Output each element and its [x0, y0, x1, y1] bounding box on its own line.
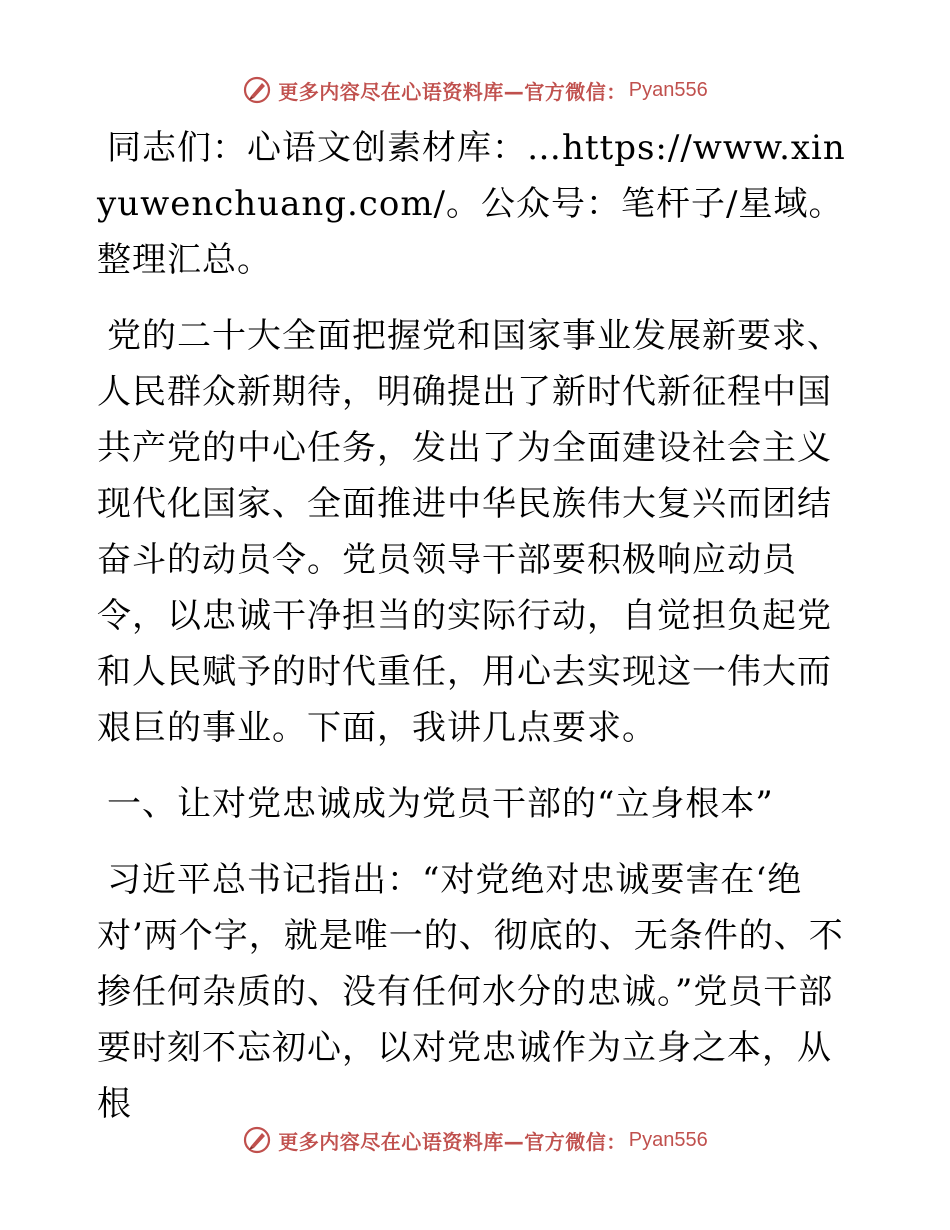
- document-body: [97, 120, 853, 1152]
- pen-logo-icon: [242, 75, 272, 105]
- pen-logo-icon: [242, 1125, 272, 1155]
- watermark-text: 更多内容尽在心语资料库—官方微信：: [278, 79, 627, 104]
- body-paragraph: 党的二十大全面把握党和国家事业发展新要求、人民群众新期待，明确提出了新时代新征程中国共产党的中心任务，发出了为全面建设社会主义现代化国家、全面推进中华民族伟大复兴而团结奋斗的动员令。党员领导干部要积极响应动员令，以忠诚干净担当的实际行动，自觉担负起党和人民赋予的时代重任，用心去实现这一伟大而艰巨的事业。下面，我讲几点要求。: [97, 316, 842, 748]
- section-heading: 一、让对党忠诚成为党员干部的“立身根本”: [107, 784, 774, 824]
- watermark-text: 更多内容尽在心语资料库—官方微信：: [278, 1129, 627, 1154]
- body-paragraph: 习近平总书记指出：“对党绝对忠诚要害在‘绝对’两个字，就是唯一的、彻底的、无条件的、不掺任何杂质的、没有任何水分的忠诚。”党员干部要时刻不忘初心，以对党忠诚作为立身之本，从根: [97, 860, 844, 1124]
- intro-paragraph: 同志们：心语文创素材库：…https://www.xinyuwenchuang.com/。公众号：笔杆子/星域。整理汇总。: [97, 128, 846, 280]
- watermark-wechat-id: Pyan556: [628, 1128, 708, 1151]
- watermark-wechat-id: Pyan556: [628, 78, 708, 101]
- footer-watermark: [0, 1120, 950, 1160]
- header-watermark: [0, 70, 950, 110]
